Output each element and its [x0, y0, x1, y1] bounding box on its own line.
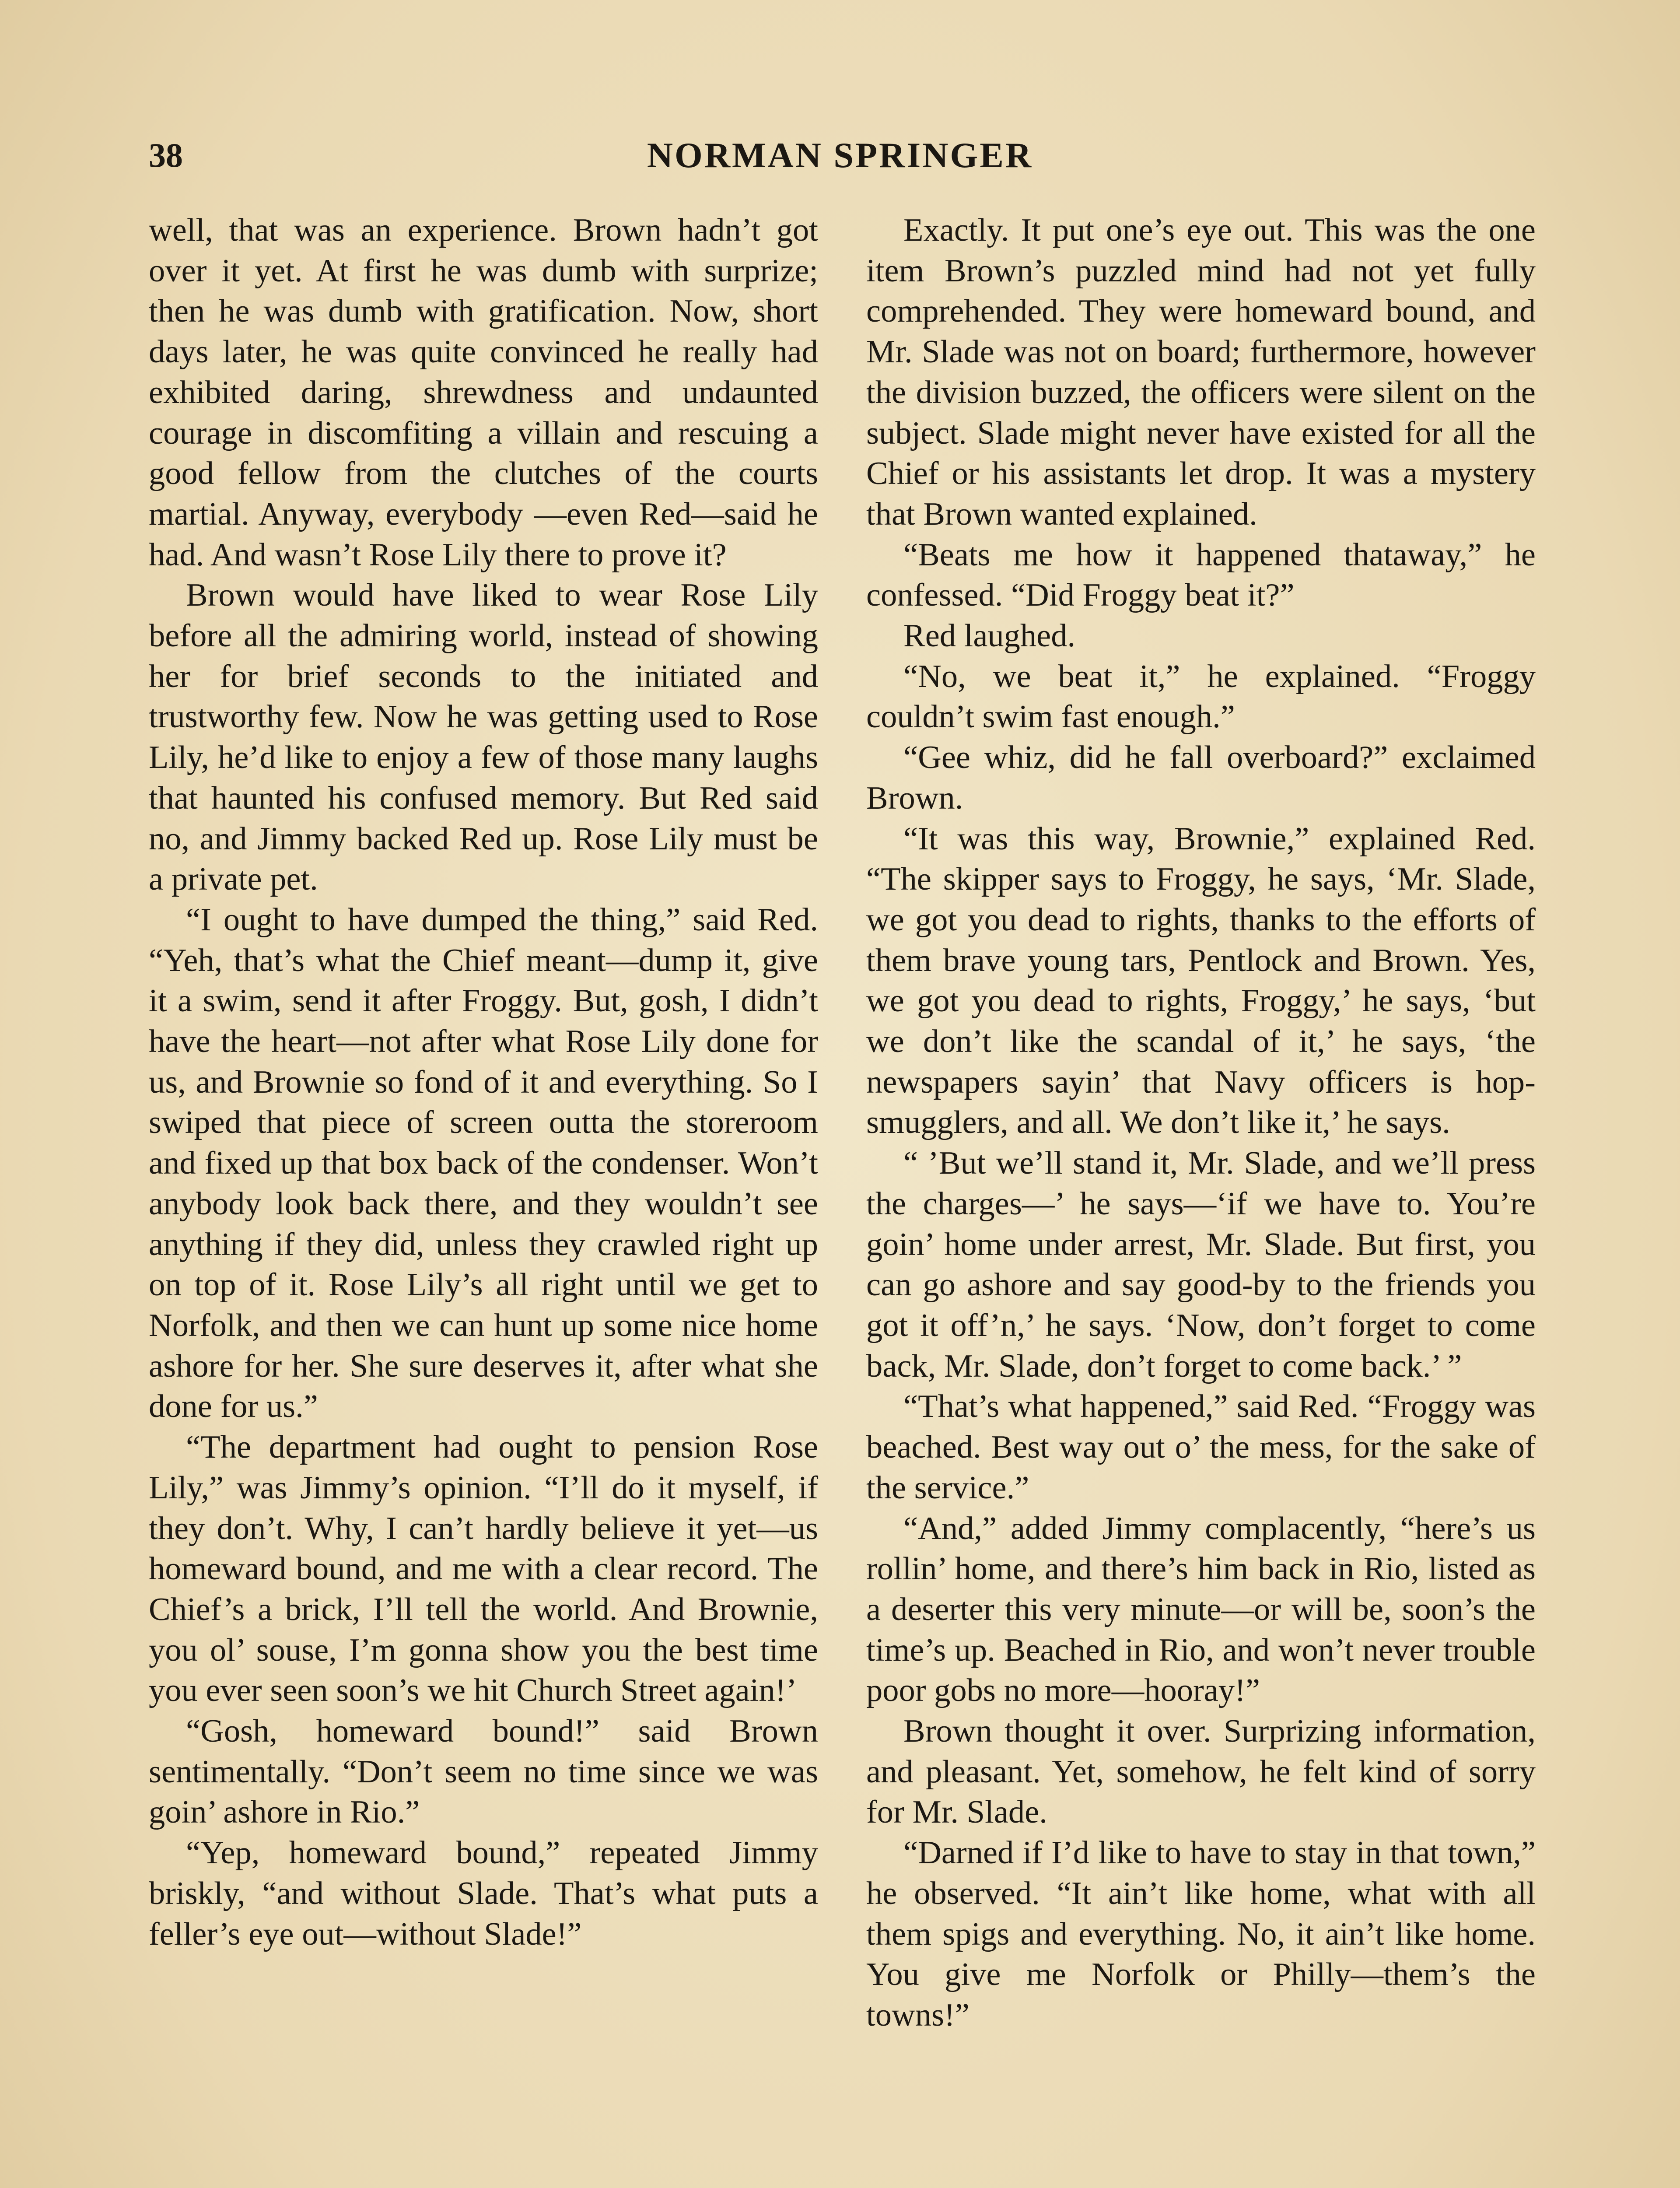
left-column — [149, 210, 818, 2036]
paragraph: “I ought to have dumped the thing,” said Red. “Yeh, that’s what the Chief meant—dump it, give it a swim, send it after Froggy. But, gosh, I didn’t have the heart—not after what Rose Lily done for us, and Brownie so fond of it and everything. So I swiped that piece of screen outta the storeroom and fixed up that box back of the condenser. Won’t anybody look back there, and they wouldn’t see anything if they did, unless they crawled right up on top of it. Rose Lily’s all right until we get to Norfolk, and then we can hunt up some nice home ashore for her. She sure deserves it, after what she done for us.” — [149, 901, 818, 1425]
paragraph: “And,” added Jimmy complacently, “here’s us rollin’ home, and there’s him back in Rio, listed as a deserter this very minute—or will be, soon’s the time’s up. Beached in Rio, and won’t never trouble poor gobs no more—hooray!” — [866, 1510, 1536, 1709]
paragraph: “It was this way, Brownie,” explained Red. “The skipper says to Froggy, he says, ‘Mr. Slade, we got you dead to rights, thanks to the efforts of them brave young tars, Pentlock and Brown. Yes, we got you dead to rights, Froggy,’ he says, ‘but we don’t like the scandal of it,’ he says, ‘the newspapers sayin’ that Navy officers is hop-smugglers, and all. We don’t like it,’ he says. — [866, 820, 1536, 1141]
paragraph: Exactly. It put one’s eye out. This was the one item Brown’s puzzled mind had not yet fully comprehended. They were homeward bound, and Mr. Slade was not on board; furthermore, however the division buzzed, the officers were silent on the subject. Slade might never have existed for all the Chief or his assistants let drop. It was a mystery that Brown wanted explained. — [866, 212, 1536, 532]
paragraph: “The department had ought to pension Rose Lily,” was Jimmy’s opinion. “I’ll do it myself, if they don’t. Why, I can’t hardly believe it yet—us homeward bound, and me with a clear record. The Chief’s a brick, I’ll tell the world. And Brownie, you ol’ souse, I’m gonna show you the best time you ever seen soon’s we hit Church Street again!’ — [149, 1429, 818, 1709]
author-header: NORMAN SPRINGER — [647, 135, 1033, 175]
paragraph: Brown would have liked to wear Rose Lily before all the admiring world, instead of showing her for brief seconds to the initiated and trustworthy few. Now he was getting used to Rose Lily, he’d like to enjoy a few of those many laughs that haunted his confused memory. But Red said no, and Jimmy backed Red up. Rose Lily must be a private pet. — [149, 577, 818, 898]
paragraph: “Gosh, homeward bound!” said Brown sentimentally. “Don’t seem no time since we was goin’ ashore in Rio.” — [149, 1713, 818, 1830]
paragraph: “Yep, homeward bound,” repeated Jimmy briskly, “and without Slade. That’s what puts a feller’s eye out—without Slade!” — [149, 1835, 818, 1952]
paragraph: Brown thought it over. Surprizing information, and pleasant. Yet, somehow, he felt kind of sorry for Mr. Slade. — [866, 1713, 1536, 1830]
text-columns — [149, 210, 1536, 2036]
paragraph: “No, we beat it,” he explained. “Froggy couldn’t swim fast enough.” — [866, 658, 1536, 735]
paragraph: “Darned if I’d like to have to stay in that town,” he observed. “It ain’t like home, what with all them spigs and everything. No, it ain’t like home. You give me Norfolk or Philly—them’s the towns!” — [866, 1835, 1536, 2033]
paragraph: Red laughed. — [903, 618, 1076, 654]
running-head — [149, 131, 1531, 179]
paragraph: well, that was an experience. Brown hadn’t got over it yet. At first he was dumb with surprize; then he was dumb with gratification. Now, short days later, he was quite convinced he really had exhibited daring, shrewdness and undaunted courage in discomfiting a villain and rescuing a good fellow from the clutches of the courts martial. Anyway, everybody —even Red—said he had. And wasn’t Rose Lily there to prove it? — [149, 212, 818, 573]
paragraph: “ ’But we’ll stand it, Mr. Slade, and we’ll press the charges—’ he says—‘if we have to. You’re goin’ home under arrest, Mr. Slade. But first, you can go ashore and say good-by to the friends you got it off’n,’ he says. ‘Now, don’t forget to come back, Mr. Slade, don’t forget to come back.’ ” — [866, 1145, 1536, 1384]
paragraph: “That’s what happened,” said Red. “Froggy was beached. Best way out o’ the mess, for the sake of the service.” — [866, 1389, 1536, 1506]
page-number: 38 — [149, 136, 183, 174]
right-column — [866, 210, 1536, 2036]
paragraph: “Beats me how it happened thataway,” he confessed. “Did Froggy beat it?” — [866, 536, 1536, 614]
paragraph: “Gee whiz, did he fall overboard?” exclaimed Brown. — [866, 740, 1536, 816]
